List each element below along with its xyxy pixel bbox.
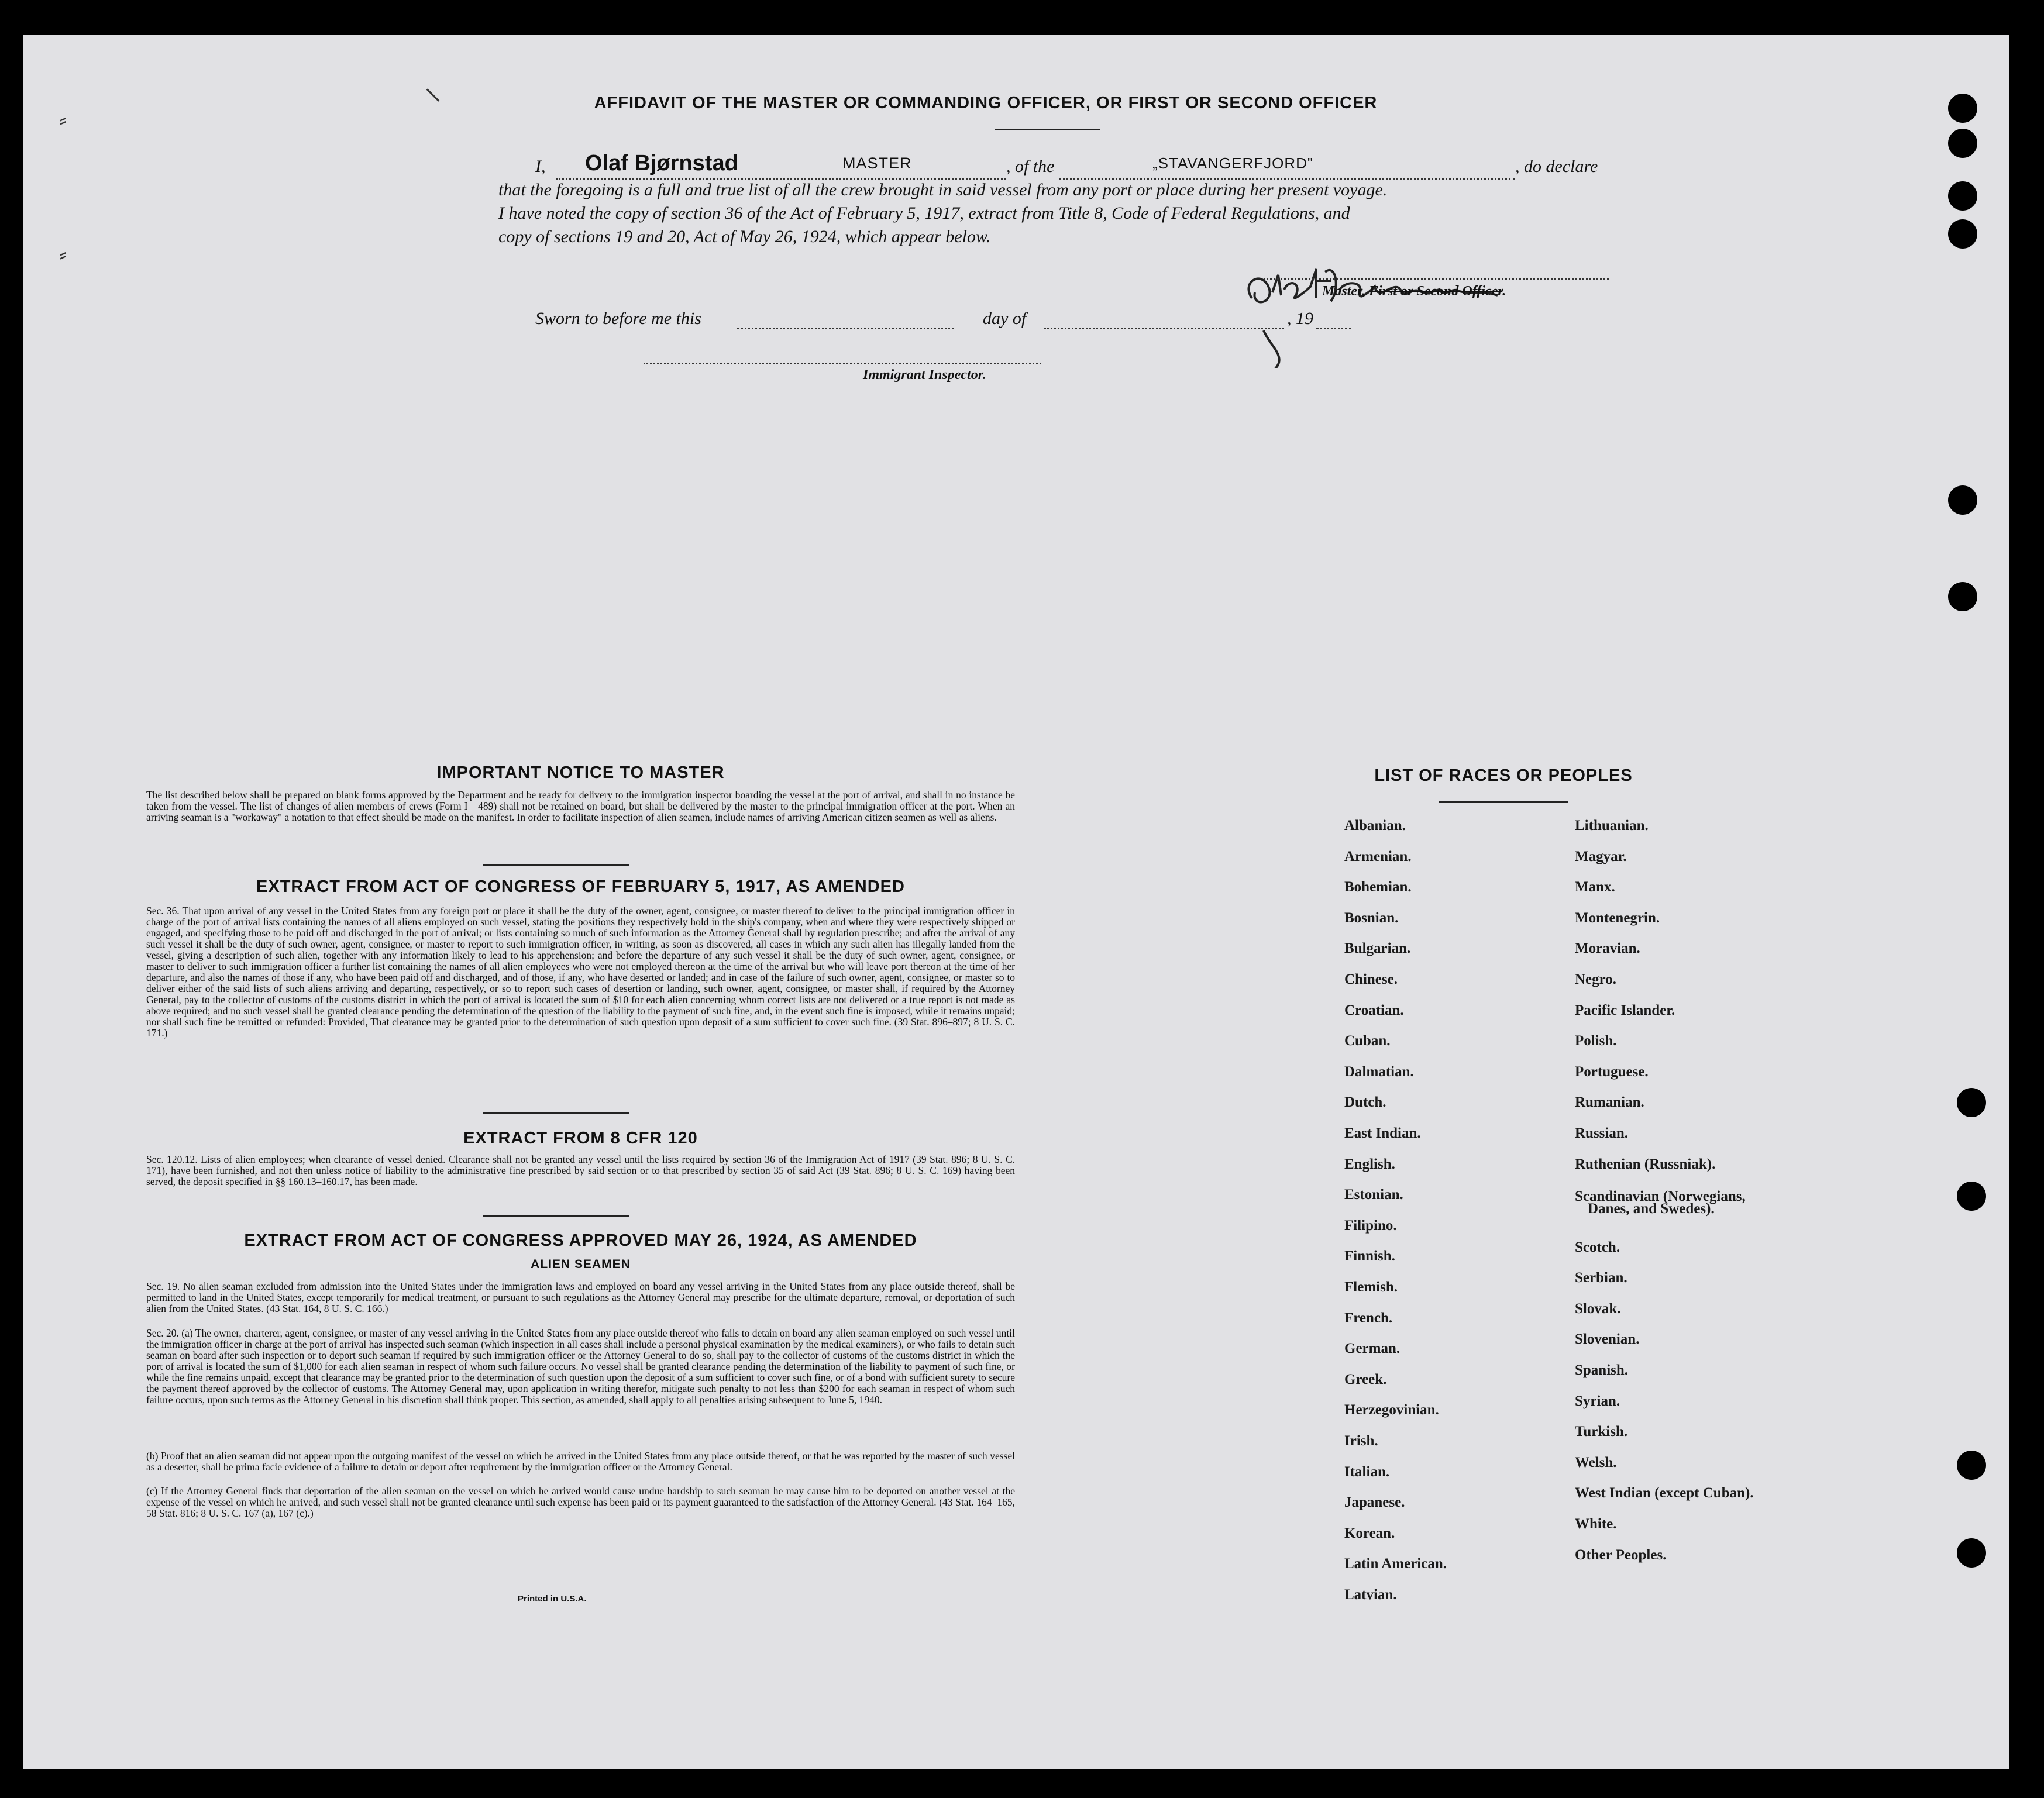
race-item: Moravian. xyxy=(1575,941,1640,957)
extract-1917-body: Sec. 36. That upon arrival of any vessel in the United States from any foreign port or place it shall be the duty of the owner, agent, consignee, or master thereof to deliver to the principal immigration officer in charge of the port of arrival lists containing the names of all aliens employed on such vessel, stating the positions they respectively hold in the ship's company, when and where they were respectively shipped or engaged, and specifying those to be paid off and discharged in the port of arrival; or lists containing so much of such information as the Attorney General shall by regulation prescribe; and after the arrival of any such vessel it shall be the duty of such owner, agent, consignee, or master to report to such immigration officer, in writing, as soon as discovered, all cases in which any such alien has illegally landed from the vessel, giving a description of such alien, together with any information likely to lead to his apprehension; and before the departure of any such vessel it shall be the duty of such owner, agent, consignee, or master to deliver to such immigration officer a further list containing the names of all alien employees who were not employed thereon at the time of the arrival but who will leave port thereon at the time of her departure, and also the names of those if any, who have been paid off and discharged, and of those, if any, who have deserted or landed; and in case of the failure of such owner, agent, consignee, or master so to deliver either of the said lists of such aliens arriving and departing, respectively, or so to report such cases of desertion or landing, such owner, agent, consignee, or master shall, if required by the Attorney General, pay to the collector of customs of the customs district in which the port of arrival is located the sum of $10 for each alien concerning whom correct lists are not delivered or a true report is not made as above required; and no such vessel shall be granted clearance pending the determination of the question of the liability to the payment of such fine, and, in the event such fine is imposed, while it remains unpaid; nor shall such fine be remitted or refunded: Provided, That clearance may be granted prior to the determination of such question upon deposit of a sum sufficient to cover such fine. (39 Stat. 896–897; 8 U. S. C. 171.) xyxy=(146,905,1015,1039)
race-item: White. xyxy=(1575,1516,1617,1532)
race-item: Chinese. xyxy=(1344,972,1398,987)
extract-1924-sec20c: (c) If the Attorney General finds that deportation of the alien seaman on the vessel on which he arrived would cause undue hardship to such seaman he may cause him to be deported on another vessel at the expense of the vessel on which he arrived, and such vessel shall not be granted clearance until such expense has been paid or its payment guaranteed to the satisfaction of the Attorney General. (43 Stat. 164–165, 58 Stat. 816; 8 U. S. C. 167 (a), 167 (c).) xyxy=(146,1485,1015,1519)
race-item: Filipino. xyxy=(1344,1217,1397,1234)
race-item: Japanese. xyxy=(1344,1494,1405,1511)
signature-label xyxy=(1322,284,1506,299)
race-item: Herzegovinian. xyxy=(1344,1402,1439,1418)
sworn-year: , 19 xyxy=(1287,309,1313,328)
race-item: French. xyxy=(1344,1310,1393,1326)
extract-1924-title: EXTRACT FROM ACT OF CONGRESS APPROVED MAY 26, 1924, AS AMENDED xyxy=(244,1231,917,1250)
race-item: Welsh. xyxy=(1575,1454,1617,1470)
race-item: Dalmatian. xyxy=(1344,1063,1414,1080)
rank: MASTER xyxy=(842,154,912,172)
form-sheet xyxy=(23,35,2009,1769)
race-item: Slovenian. xyxy=(1575,1331,1640,1348)
race-item: Negro. xyxy=(1575,972,1617,987)
mark-icon: ⸗ xyxy=(60,108,67,132)
inspector-line xyxy=(644,363,1041,364)
race-item: Polish. xyxy=(1575,1033,1617,1049)
race-item: Estonian. xyxy=(1344,1187,1403,1203)
race-item: Turkish. xyxy=(1575,1424,1628,1440)
extract-cfr-body: Sec. 120.12. Lists of alien employees; when clearance of vessel denied. Clearance shall not be granted any vessel until the lists required by section 36 of the Immigration Act of 1917 (39 Stat. 896; 8 U. S. C. 171), have been furnished, and not then unless notice of liability to the administrative fine prescribed by said section or to that prescribed by section 35 of said Act (39 Stat. 896; 8 U. S. C. 169) having been served, the deposit specified in §§ 160.13–160.17, has been made. xyxy=(146,1153,1015,1187)
notice-title: IMPORTANT NOTICE TO MASTER xyxy=(436,763,725,782)
race-item: Rumanian. xyxy=(1575,1094,1644,1111)
divider xyxy=(483,864,629,866)
race-item: Albanian. xyxy=(1344,818,1406,833)
race-item: Flemish. xyxy=(1344,1279,1398,1295)
sworn-day: day of xyxy=(983,309,1027,328)
race-item: Latvian. xyxy=(1344,1587,1397,1603)
do-declare: , do declare xyxy=(1515,157,1598,176)
affidavit-line4: copy of sections 19 and 20, Act of May 26, 1924, which appear below. xyxy=(498,227,991,246)
race-item: Dutch. xyxy=(1344,1094,1386,1111)
affidavit-line3: I have noted the copy of section 36 of the Act of February 5, 1917, extract from Title 8, Code of Federal Regulations, and xyxy=(498,204,1350,223)
extract-cfr-title: EXTRACT FROM 8 CFR 120 xyxy=(463,1129,698,1148)
of-the: , of the xyxy=(1006,157,1055,176)
race-item: Magyar. xyxy=(1575,848,1627,864)
signature-line xyxy=(1264,278,1609,280)
race-item: Other Peoples. xyxy=(1575,1546,1667,1563)
race-item: Italian. xyxy=(1344,1463,1390,1480)
race-item: Russian. xyxy=(1575,1125,1629,1141)
race-item: Spanish. xyxy=(1575,1362,1629,1379)
sworn-year-line xyxy=(1316,328,1351,329)
sworn-month-line xyxy=(1044,328,1284,329)
mark-icon: ⸗ xyxy=(60,243,67,266)
affidavit-line2: that the foregoing is a full and true list of all the crew brought in said vessel from any port or place during her present voyage. xyxy=(498,180,1388,199)
punch-hole-icon xyxy=(1948,181,1977,211)
master-name: Olaf Bjørnstad xyxy=(585,151,738,175)
pencil-mark-icon: ⸜ xyxy=(424,67,442,108)
race-item: Croatian. xyxy=(1344,1002,1404,1018)
race-item: Armenian. xyxy=(1344,848,1412,864)
punch-hole-icon xyxy=(1948,129,1977,158)
race-item: Manx. xyxy=(1575,879,1615,895)
race-item: Scotch. xyxy=(1575,1239,1620,1255)
divider xyxy=(1439,801,1568,803)
race-item: East Indian. xyxy=(1344,1125,1421,1141)
race-item: Bulgarian. xyxy=(1344,941,1411,957)
signature-label-master: Master, xyxy=(1322,284,1366,299)
race-item: German. xyxy=(1344,1341,1400,1357)
punch-hole-icon xyxy=(1948,485,1977,515)
signature-label-end: . xyxy=(1502,284,1506,299)
race-item: Greek. xyxy=(1344,1371,1387,1387)
punch-hole-icon xyxy=(1948,582,1977,611)
extract-1924-sec20b: (b) Proof that an alien seaman did not appear upon the outgoing manifest of the vessel on which he arrived in the United States from any place outside thereof, or that he was reported by the master of such vessel as a deserter, shall be prima facie evidence of a failure to detain or deport after requirement by the immigration officer or the Attorney General. xyxy=(146,1450,1015,1473)
race-item: Ruthenian (Russniak). xyxy=(1575,1156,1716,1172)
race-item: Bohemian. xyxy=(1344,879,1412,895)
inspector-label: Immigrant Inspector. xyxy=(863,367,986,383)
notice-body: The list described below shall be prepared on blank forms approved by the Department and be ready for delivery to the immigration inspector boarding the vessel at the port of arrival, and shall in no instance be taken from the vessel. The list of changes of alien members of crews (Form I—489) shall not be retained on board, but shall be delivered by the master to the principal immigration officer at the port. When an arriving seaman is a "workaway" a notation to that effect should be made on the manifest. In order to facilitate inspection of alien seamen, include names of arriving American citizen seamen as well as aliens. xyxy=(146,789,1015,823)
race-item: Lithuanian. xyxy=(1575,818,1649,833)
race-item: Danes, and Swedes). xyxy=(1588,1200,1715,1217)
vessel-name: „STAVANGERFJORD" xyxy=(1152,154,1314,172)
race-item: Pacific Islander. xyxy=(1575,1002,1675,1018)
extract-1924-sec19: Sec. 19. No alien seaman excluded from admission into the United States under the immigration laws and employed on board any vessel arriving in the United States from any place outside thereof, shall be permitted to land in the United States, except temporarily for medical treatment, or pursuant to such regulations as the Attorney General may prescribe for the ultimate departure, removal, or deportation of such alien from the United States. (43 Stat. 164, 8 U. S. C. 166.) xyxy=(146,1280,1015,1314)
sworn-prefix: Sworn to before me this xyxy=(535,309,701,328)
sworn-date-line xyxy=(737,328,954,329)
punch-hole-icon xyxy=(1948,94,1977,123)
race-item: Irish. xyxy=(1344,1433,1378,1449)
punch-hole-icon xyxy=(1948,219,1977,249)
divider xyxy=(483,1112,629,1114)
race-item: Serbian. xyxy=(1575,1270,1627,1286)
race-item: Portuguese. xyxy=(1575,1063,1649,1080)
intro-i: I, xyxy=(535,157,546,176)
affidavit-title: AFFIDAVIT OF THE MASTER OR COMMANDING OFFICER, OR FIRST OR SECOND OFFICER xyxy=(594,94,1378,112)
race-item: West Indian (except Cuban). xyxy=(1575,1485,1754,1501)
race-item: Scandinavian (Norwegians, xyxy=(1575,1188,1746,1204)
divider xyxy=(483,1215,629,1217)
printed-in-usa: Printed in U.S.A. xyxy=(518,1594,587,1604)
race-item: Bosnian. xyxy=(1344,910,1399,926)
signature-image xyxy=(1229,234,1591,368)
race-item: Finnish. xyxy=(1344,1248,1395,1265)
race-item: Latin American. xyxy=(1344,1556,1447,1572)
race-item: Slovak. xyxy=(1575,1300,1621,1317)
punch-hole-icon xyxy=(1957,1182,1986,1211)
punch-hole-icon xyxy=(1957,1538,1986,1568)
race-item: Korean. xyxy=(1344,1525,1395,1541)
extract-1924-sec20a: Sec. 20. (a) The owner, charterer, agent, consignee, or master of any vessel arriving in the United States from any place outside thereof who fails to detain on board any alien seaman employed on such vessel until the immigration officer in charge at the port of arrival has inspected such seaman (which inspection in all cases shall include a personal physical examination by the medical examiners), or who fails to detain such seaman on board after such inspection or to deport such seaman if required by such immigration officer or the Attorney General to do so, shall pay to the collector of customs of the customs district in which the port of arrival is located the sum of $1,000 for each alien seaman in respect of whom such failure occurs. No vessel shall be granted clearance pending the determination of the liability to payment of such fine, or while the fine remains unpaid, except that clearance may be granted prior to the determination of such question upon the deposit of a sum sufficient to cover such fine, or of a bond with sufficient surety to secure the payment thereof approved by the collector of customs. The Attorney General may, upon application in writing therefor, mitigate such penalty to not less than $200 for each seaman in respect of whom such failure occurs, upon such terms as the Attorney General in his discretion shall think proper. This section, as amended, shall apply to all penalties arising subsequent to June 5, 1940. xyxy=(146,1327,1015,1406)
extract-1924-subtitle: ALIEN SEAMEN xyxy=(531,1258,631,1271)
divider xyxy=(995,129,1100,130)
race-item: Syrian. xyxy=(1575,1393,1620,1409)
signature-label-struck: First or Second Officer xyxy=(1369,284,1503,299)
punch-hole-icon xyxy=(1957,1088,1986,1117)
races-title: LIST OF RACES OR PEOPLES xyxy=(1374,766,1633,785)
race-item: English. xyxy=(1344,1156,1395,1172)
race-item: Montenegrin. xyxy=(1575,910,1660,926)
extract-1917-title: EXTRACT FROM ACT OF CONGRESS OF FEBRUARY 5, 1917, AS AMENDED xyxy=(256,877,905,896)
race-item: Cuban. xyxy=(1344,1033,1391,1049)
punch-hole-icon xyxy=(1957,1451,1986,1480)
